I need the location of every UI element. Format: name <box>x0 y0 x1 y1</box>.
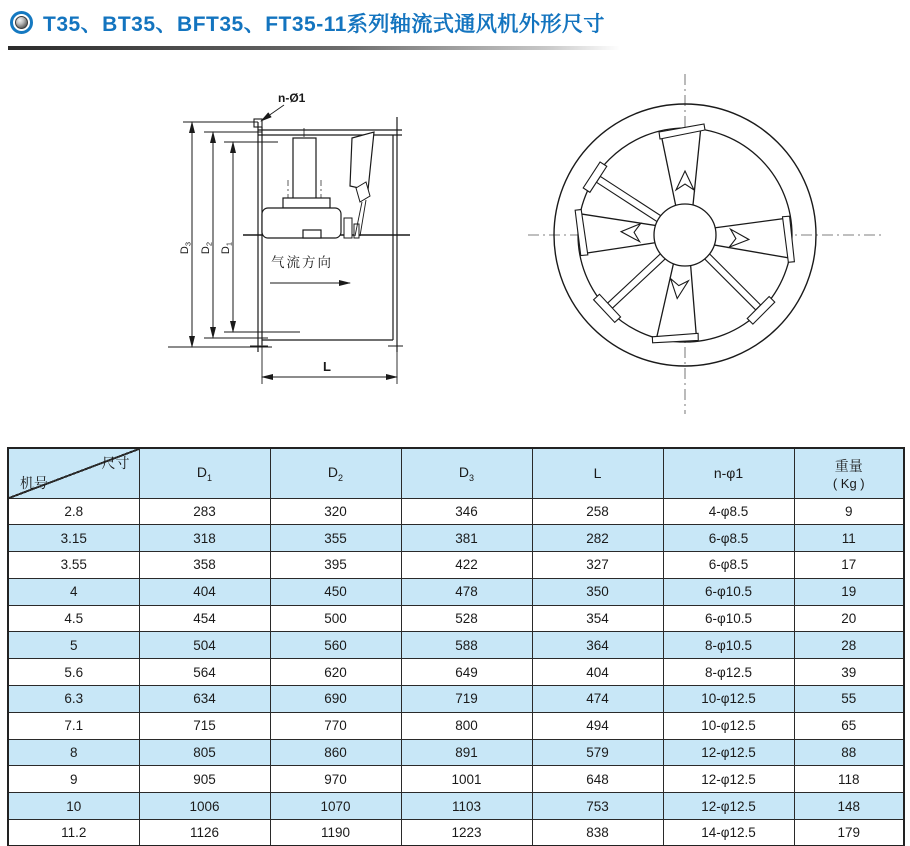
hole-count-label: n-Ø1 <box>278 91 306 105</box>
table-cell: 1070 <box>270 793 401 820</box>
table-cell: 258 <box>532 498 663 525</box>
table-cell: 770 <box>270 712 401 739</box>
table-cell: 12-φ12.5 <box>663 766 794 793</box>
table-cell: 12-φ12.5 <box>663 793 794 820</box>
table-cell: 8-φ10.5 <box>663 632 794 659</box>
table-cell: 1190 <box>270 820 401 846</box>
column-header-nphi: n-φ1 <box>663 448 794 498</box>
table-cell: 11 <box>794 525 904 552</box>
table-cell: 7.1 <box>8 712 139 739</box>
table-cell: 17 <box>794 552 904 579</box>
table-row <box>8 578 904 605</box>
fan-hub <box>654 204 716 266</box>
table-cell: 528 <box>401 605 532 632</box>
length-dim-label: L <box>323 359 331 374</box>
table-cell: 564 <box>139 659 270 686</box>
table-cell: 753 <box>532 793 663 820</box>
table-cell: 6-φ8.5 <box>663 525 794 552</box>
table-cell: 450 <box>270 578 401 605</box>
table-row <box>8 739 904 766</box>
bullet-core <box>15 16 28 29</box>
table-cell: 4.5 <box>8 605 139 632</box>
table-cell: 4-φ8.5 <box>663 498 794 525</box>
table-row <box>8 525 904 552</box>
table-cell: 9 <box>794 498 904 525</box>
table-cell: 55 <box>794 686 904 713</box>
table-cell: 1223 <box>401 820 532 846</box>
table-body <box>8 498 904 846</box>
technical-drawings <box>0 60 910 442</box>
table-cell: 364 <box>532 632 663 659</box>
table-cell: 891 <box>401 739 532 766</box>
table-cell: 395 <box>270 552 401 579</box>
table-cell: 355 <box>270 525 401 552</box>
table-cell: 5.6 <box>8 659 139 686</box>
column-header-d3: $D_3$ <box>401 448 532 498</box>
table-cell: 3.15 <box>8 525 139 552</box>
table-row <box>8 552 904 579</box>
table-row <box>8 498 904 525</box>
table-cell: 320 <box>270 498 401 525</box>
table-cell: 838 <box>532 820 663 846</box>
table-cell: 620 <box>270 659 401 686</box>
table-cell: 454 <box>139 605 270 632</box>
table-cell: 504 <box>139 632 270 659</box>
table-cell: 10-φ12.5 <box>663 712 794 739</box>
table-cell: 560 <box>270 632 401 659</box>
table-cell: 6.3 <box>8 686 139 713</box>
table-cell: 6-φ10.5 <box>663 578 794 605</box>
table-cell: 179 <box>794 820 904 846</box>
table-cell: 800 <box>401 712 532 739</box>
table-cell: 1126 <box>139 820 270 846</box>
table-cell: 579 <box>532 739 663 766</box>
column-header-weight <box>794 448 904 498</box>
table-cell: 2.8 <box>8 498 139 525</box>
table-cell: 39 <box>794 659 904 686</box>
d2-dim-label: $D_2$ <box>200 241 214 255</box>
table-row <box>8 793 904 820</box>
weight-unit: ( Kg ) <box>832 475 865 491</box>
corner-label-model: 机号 <box>20 474 48 491</box>
table-cell: 327 <box>532 552 663 579</box>
table-cell: 1103 <box>401 793 532 820</box>
table-cell: 8-φ12.5 <box>663 659 794 686</box>
table-cell: 500 <box>270 605 401 632</box>
table-cell: 649 <box>401 659 532 686</box>
table-cell: 282 <box>532 525 663 552</box>
table-cell: 474 <box>532 686 663 713</box>
corner-header-cell <box>8 448 139 498</box>
table-cell: 9 <box>8 766 139 793</box>
table-row <box>8 712 904 739</box>
table-cell: 588 <box>401 632 532 659</box>
table-row <box>8 659 904 686</box>
table-cell: 1001 <box>401 766 532 793</box>
table-cell: 88 <box>794 739 904 766</box>
table-cell: 719 <box>401 686 532 713</box>
table-cell: 28 <box>794 632 904 659</box>
corner-label-size: 尺寸 <box>101 455 130 471</box>
table-cell: 358 <box>139 552 270 579</box>
table-cell: 905 <box>139 766 270 793</box>
column-header-l: L <box>532 448 663 498</box>
table-cell: 19 <box>794 578 904 605</box>
table-cell: 5 <box>8 632 139 659</box>
table-cell: 20 <box>794 605 904 632</box>
table-cell: 648 <box>532 766 663 793</box>
table-cell: 4 <box>8 578 139 605</box>
table-cell: 404 <box>139 578 270 605</box>
dimension-table <box>7 447 905 846</box>
d1-dim-label: $D_1$ <box>220 241 234 255</box>
table-cell: 354 <box>532 605 663 632</box>
table-cell: 346 <box>401 498 532 525</box>
front-view-drawing <box>528 74 884 414</box>
title-bar <box>0 0 910 58</box>
table-row <box>8 820 904 846</box>
section-bullet-icon <box>10 11 33 34</box>
header-row <box>8 448 904 498</box>
table-cell: 318 <box>139 525 270 552</box>
weight-label: 重量 <box>834 457 863 474</box>
table-cell: 14-φ12.5 <box>663 820 794 846</box>
table-cell: 10 <box>8 793 139 820</box>
table-cell: 690 <box>270 686 401 713</box>
table-cell: 381 <box>401 525 532 552</box>
table-cell: 1006 <box>139 793 270 820</box>
table-cell: 11.2 <box>8 820 139 846</box>
table-cell: 3.55 <box>8 552 139 579</box>
table-cell: 404 <box>532 659 663 686</box>
table-cell: 65 <box>794 712 904 739</box>
table-cell: 6-φ8.5 <box>663 552 794 579</box>
table-cell: 805 <box>139 739 270 766</box>
column-header-d1: $D_1$ <box>139 448 270 498</box>
airflow-label: 气流方向 <box>271 255 333 270</box>
table-row <box>8 686 904 713</box>
table-cell: 118 <box>794 766 904 793</box>
table-cell: 12-φ12.5 <box>663 739 794 766</box>
table-cell: 478 <box>401 578 532 605</box>
table-row <box>8 766 904 793</box>
d3-dim-label: $D_3$ <box>179 241 193 255</box>
table-row <box>8 605 904 632</box>
table-cell: 350 <box>532 578 663 605</box>
table-cell: 860 <box>270 739 401 766</box>
table-cell: 634 <box>139 686 270 713</box>
page-title: T35、BT35、BFT35、FT35-11系列轴流式通风机外形尺寸 <box>43 13 605 36</box>
table-cell: 283 <box>139 498 270 525</box>
table-cell: 494 <box>532 712 663 739</box>
table-cell: 148 <box>794 793 904 820</box>
table-cell: 422 <box>401 552 532 579</box>
title-divider <box>8 46 620 50</box>
table-row <box>8 632 904 659</box>
table-cell: 715 <box>139 712 270 739</box>
table-cell: 10-φ12.5 <box>663 686 794 713</box>
column-header-d2: $D_2$ <box>270 448 401 498</box>
table-cell: 8 <box>8 739 139 766</box>
table-cell: 970 <box>270 766 401 793</box>
drawings-svg <box>0 60 910 442</box>
table-cell: 6-φ10.5 <box>663 605 794 632</box>
